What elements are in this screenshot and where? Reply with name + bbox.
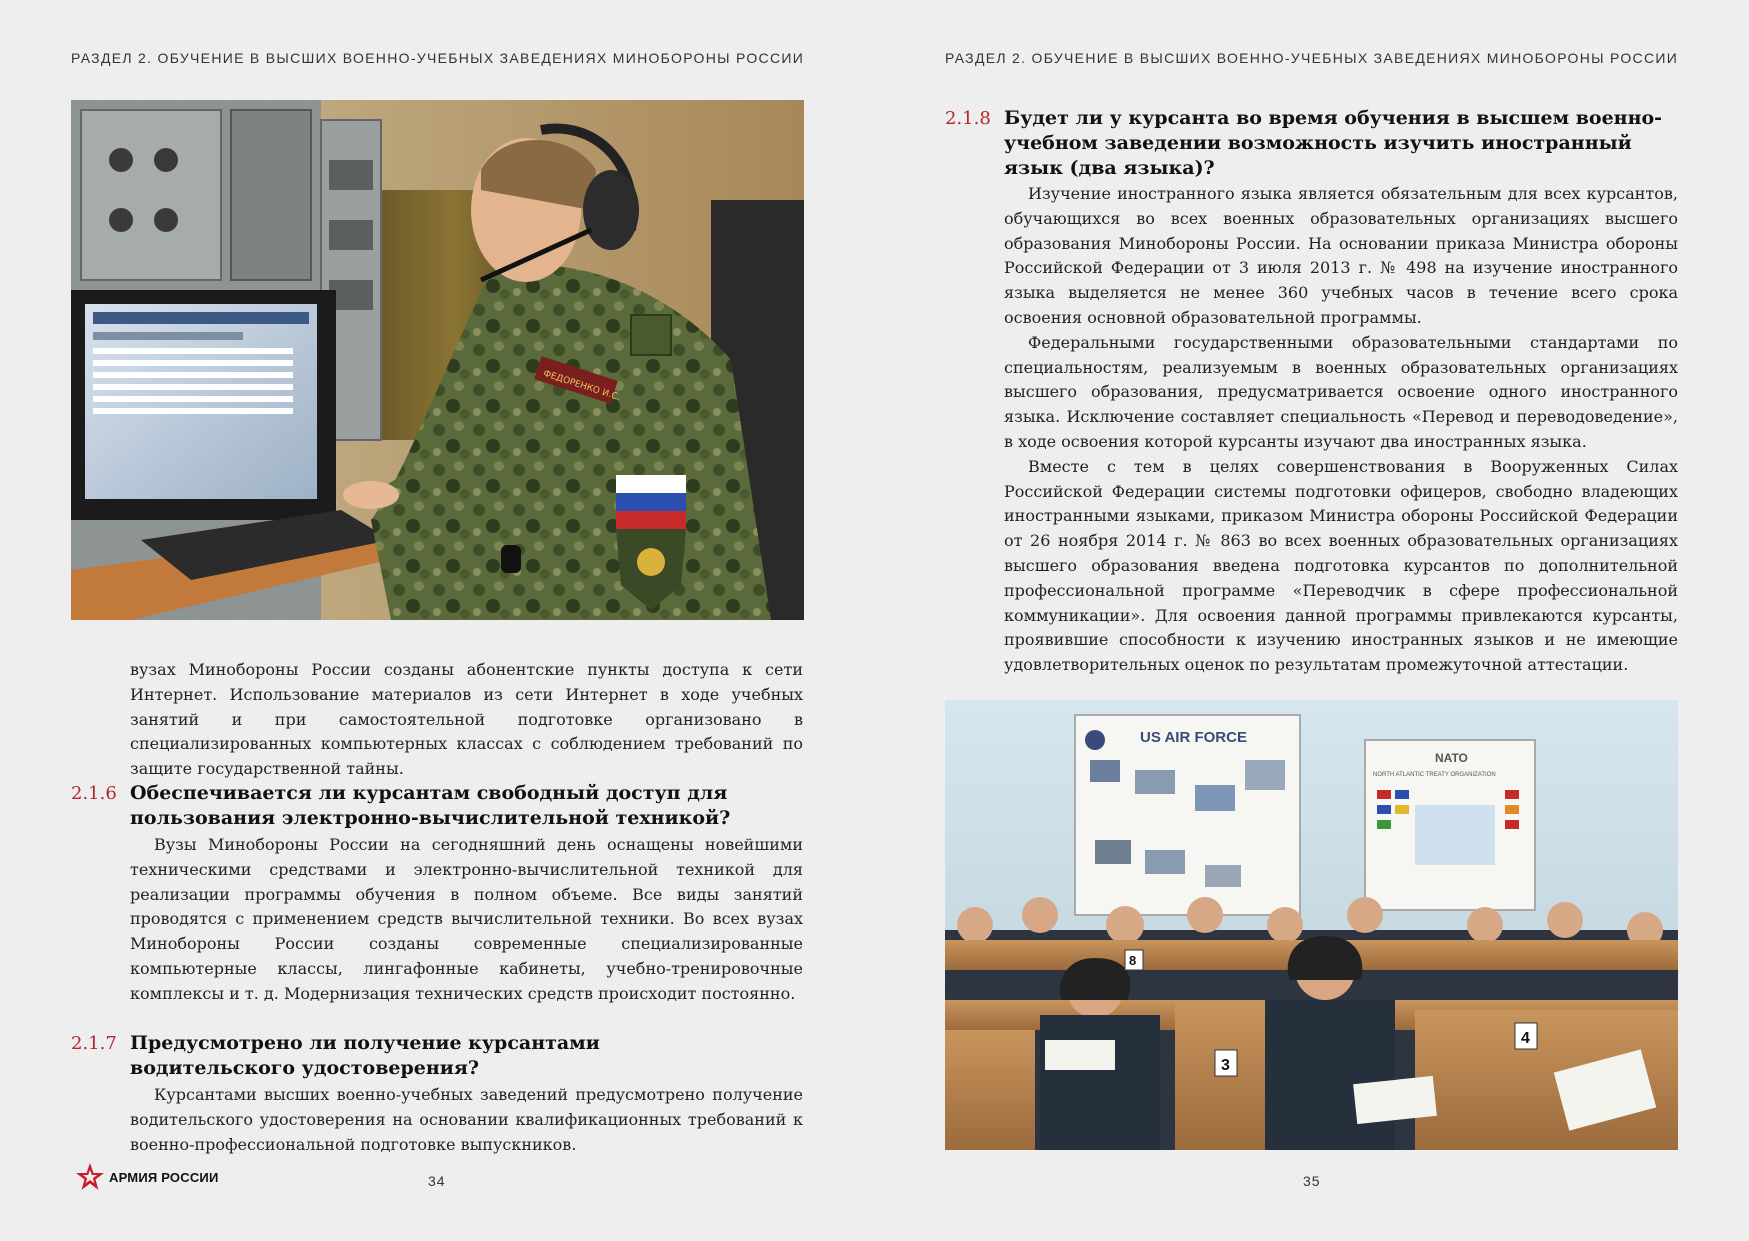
running-head-left: РАЗДЕЛ 2. ОБУЧЕНИЕ В ВЫСШИХ ВОЕННО-УЧЕБНЫХ ЗАВЕДЕНИЯХ МИНОБОРОНЫ РОССИИ bbox=[71, 50, 805, 66]
section-body-218-block bbox=[1004, 182, 1678, 678]
section-number-216: 2.1.6 bbox=[71, 783, 117, 804]
page-number-right: 35 bbox=[1303, 1173, 1321, 1189]
star-icon bbox=[75, 1162, 105, 1192]
army-logo bbox=[75, 1162, 219, 1192]
section-title-217: Предусмотрено ли получение курсантами водительского удостоверения? bbox=[130, 1032, 600, 1079]
page-number-left: 34 bbox=[428, 1173, 446, 1189]
desk-number-8: 8 bbox=[1129, 953, 1137, 968]
name-patch-text: ФЕДОРЕНКО И.С. bbox=[541, 368, 622, 404]
section-body-218-paragraph-1: Изучение иностранного языка является обязательным для всех курсантов, обучающихся во всех военных образовательных организациях высшего образования Минобороны России. На основании приказа Министра обороны Российской Федерации от 3 июля 2013 г. № 498 на изучение иностранного языка выделяется не менее 360 учебных часов в течение всего срока освоения основной образовательной программы. bbox=[1004, 184, 1678, 327]
section-body-216-block bbox=[130, 833, 803, 1007]
photo-language-lab bbox=[945, 700, 1678, 1150]
left-page bbox=[0, 0, 874, 1241]
running-head-right: РАЗДЕЛ 2. ОБУЧЕНИЕ В ВЫСШИХ ВОЕННО-УЧЕБНЫХ ЗАВЕДЕНИЯХ МИНОБОРОНЫ РОССИИ bbox=[945, 50, 1679, 66]
photo-cadet-radio-console bbox=[71, 100, 804, 620]
section-body-216: Вузы Минобороны России на сегодняшний день оснащены новейшими техническими средствами и электронно-вычислительной техникой для реализации программы обучения в полном объеме. Все виды занятий проводятся с применением средств вычислительной техники. Во всех вузах Минобороны России созданы современные специализированные компьютерные классы, лингафонные кабинеты, учебно-тренировочные комплексы и т. д. Модернизация технических средств происходит постоянно. bbox=[130, 835, 803, 1003]
section-body-217: Курсантами высших военно-учебных заведений предусмотрено получение водительского удостоверения на основании квалификационных требований к военно-профессиональной подготовке выпускников. bbox=[130, 1085, 803, 1154]
poster-right-subtitle: NORTH ATLANTIC TREATY ORGANIZATION bbox=[1373, 772, 1496, 778]
logo-text: АРМИЯ РОССИИ bbox=[109, 1169, 219, 1185]
section-number-218: 2.1.8 bbox=[945, 108, 991, 129]
poster-right-title: NATO bbox=[1435, 751, 1468, 765]
section-body-217-block bbox=[130, 1083, 803, 1157]
desk-number-4: 4 bbox=[1521, 1030, 1530, 1047]
intro-paragraph: вузах Минобороны России созданы абонентские пункты доступа к сети Интернет. Использование материалов из сети Интернет в ходе учебных занятий и при самостоятельной подготовке организовано в специализированных компьютерных классах с соблюдением требований по защите государственной тайны. bbox=[130, 660, 803, 779]
section-body-218-paragraph-3: Вместе с тем в целях совершенствования в Вооруженных Силах Российской Федерации системы подготовки офицеров, свободно владеющих иностранными языками, приказом Министра обороны Российской Федерации от 26 ноября 2014 г. № 863 во всех военных образовательных организациях высшего образования введена подготовка курсантов по дополнительной профессиональной программе «Переводчик в сфере профессиональной коммуникации». Для освоения данной программы привлекаются курсанты, проявившие способности к изучению иностранных языков и не имеющие удовлетворительных оценок по результатам промежуточной аттестации. bbox=[1004, 456, 1678, 675]
desk-number-3: 3 bbox=[1221, 1057, 1230, 1074]
section-body-218-paragraph-2: Федеральными государственными образовательными стандартами по специальностям, реализуемым в военных образовательных организациях высшего образования, предусматривается освоение одного иностранного языка. Исключение составляет специальность «Перевод и переводоведение», в ходе освоения которой курсанты изучают два иностранных языка. bbox=[1004, 332, 1678, 451]
poster-left-title: US AIR FORCE bbox=[1140, 729, 1247, 746]
right-page bbox=[875, 0, 1749, 1241]
intro-paragraph-block bbox=[130, 658, 803, 782]
section-title-216: Обеспечивается ли курсантам свободный доступ для пользования электронно-вычислительной техникой? bbox=[130, 782, 731, 829]
section-number-217: 2.1.7 bbox=[71, 1033, 117, 1054]
section-title-218: Будет ли у курсанта во время обучения в высшем военно-учебном заведении возможность изучить иностранный язык (два языка)? bbox=[1004, 107, 1663, 179]
